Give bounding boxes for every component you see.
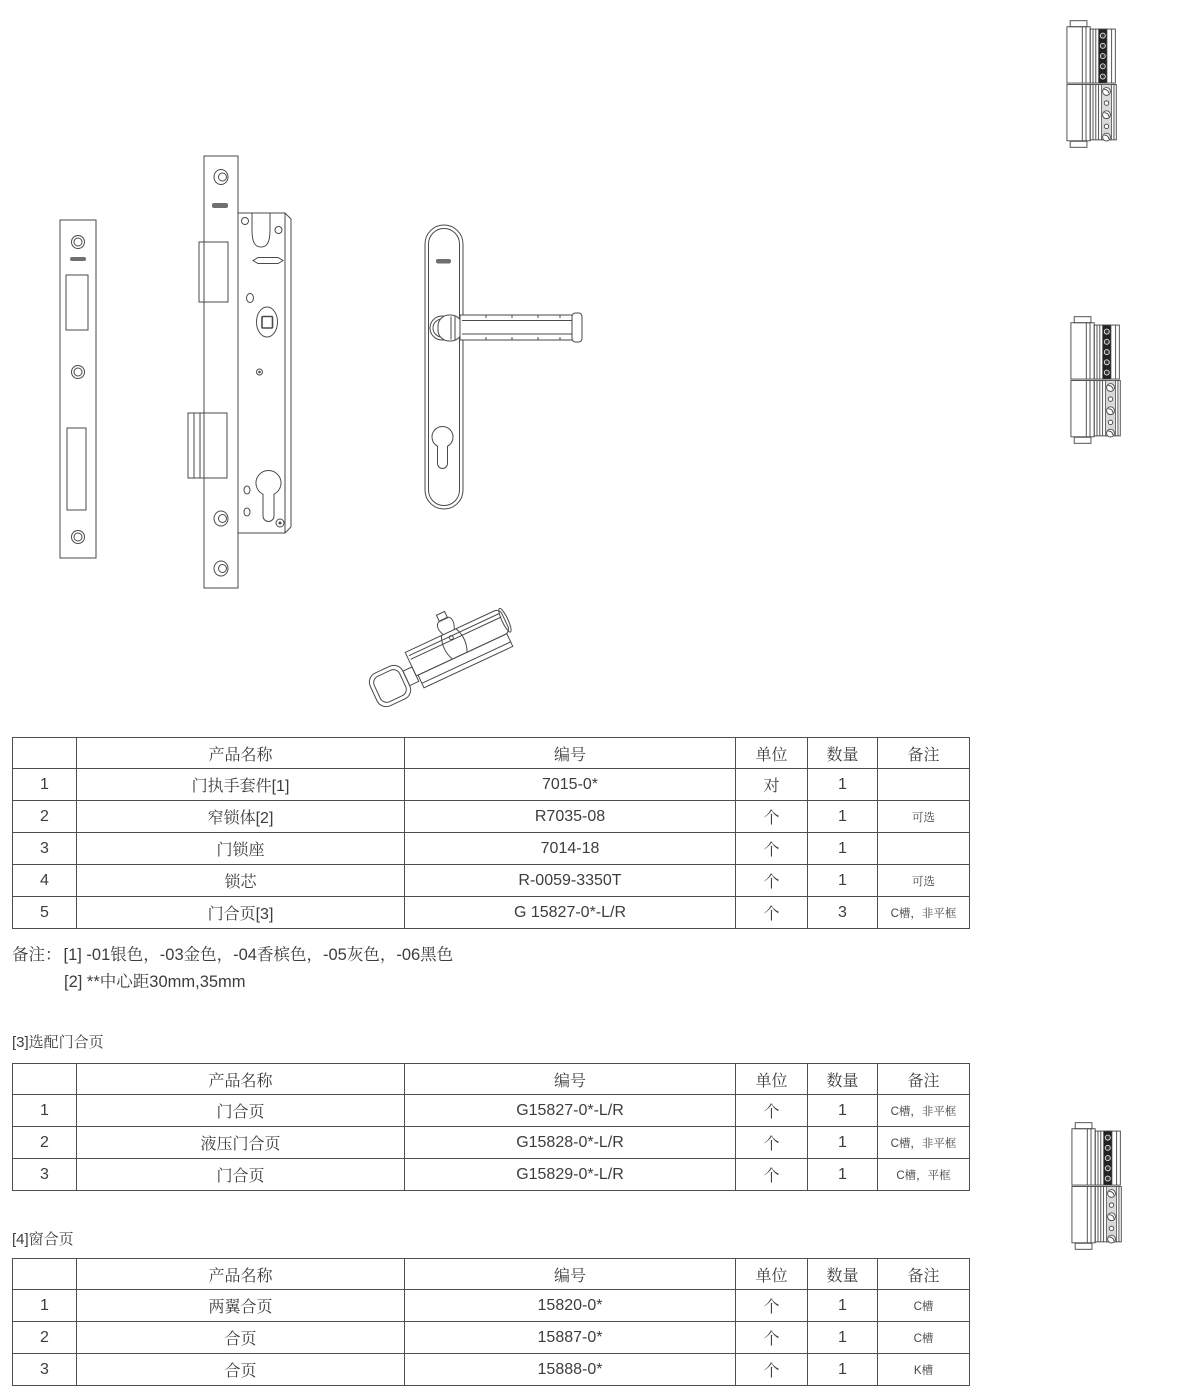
product-name-cell: 两翼合页: [77, 1290, 405, 1322]
table-row: [13, 1159, 970, 1191]
lock-cylinder-drawing: [362, 598, 532, 718]
door-hinge-drawing-top: [1066, 16, 1120, 152]
parts-table-door-hinges: [12, 1063, 970, 1191]
table-row: [13, 1127, 970, 1159]
column-header: 单位: [736, 738, 808, 769]
column-header: [13, 738, 77, 769]
brand-mark: [436, 259, 451, 264]
product-name-cell: 门锁座: [77, 833, 405, 865]
remark-cell: [878, 769, 970, 801]
column-header: 产品名称: [77, 1064, 405, 1095]
column-header: 数量: [808, 1259, 878, 1290]
row-index: 3: [13, 1354, 77, 1386]
table-row: [13, 1095, 970, 1127]
quantity-cell: 1: [808, 1290, 878, 1322]
notes-label: 备注：: [12, 946, 62, 964]
column-header: 单位: [736, 1259, 808, 1290]
column-header: 数量: [808, 738, 878, 769]
product-name-cell: 门合页[3]: [77, 897, 405, 929]
parts-table-window-hinges: [12, 1258, 970, 1386]
remark-cell: 可选: [878, 801, 970, 833]
product-code-cell: 15887-0*: [405, 1322, 736, 1354]
row-index: 3: [13, 1159, 77, 1191]
header-row: [13, 1259, 970, 1290]
product-name-cell: 合页: [77, 1354, 405, 1386]
column-header: 产品名称: [77, 738, 405, 769]
product-code-cell: 15820-0*: [405, 1290, 736, 1322]
narrow-lock-body-drawing: [185, 150, 297, 595]
note-line: [12, 942, 453, 969]
note-text-1: [1] -01银色，-03金色，-04香槟色，-05灰色，-06黑色: [63, 946, 454, 964]
door-hinge-drawing-bottom: [1071, 1118, 1125, 1254]
brand-mark: [70, 257, 86, 261]
quantity-cell: 3: [808, 897, 878, 929]
column-header: [13, 1064, 77, 1095]
section-label-door-hinge-options: [3]选配门合页: [12, 1034, 104, 1051]
door-hinge-drawing-middle: [1070, 312, 1124, 448]
product-code-cell: G15828-0*-L/R: [405, 1127, 736, 1159]
quantity-cell: 1: [808, 865, 878, 897]
strike-plate-drawing: [58, 218, 100, 562]
product-name-cell: 合页: [77, 1322, 405, 1354]
remark-cell: C槽，非平框: [878, 1127, 970, 1159]
column-header: 编号: [405, 738, 736, 769]
remark-cell: C槽，非平框: [878, 1095, 970, 1127]
quantity-cell: 1: [808, 833, 878, 865]
parts-table-main: [12, 737, 970, 929]
column-header: 备注: [878, 1064, 970, 1095]
table-row: [13, 1354, 970, 1386]
row-index: 1: [13, 1290, 77, 1322]
remark-cell: C槽，平框: [878, 1159, 970, 1191]
unit-cell: 个: [736, 1290, 808, 1322]
product-name-cell: 锁芯: [77, 865, 405, 897]
row-index: 1: [13, 769, 77, 801]
table-row: [13, 1322, 970, 1354]
column-header: 编号: [405, 1064, 736, 1095]
unit-cell: 个: [736, 1127, 808, 1159]
unit-cell: 个: [736, 1322, 808, 1354]
product-name-cell: 门执手套件[1]: [77, 769, 405, 801]
table-row: [13, 769, 970, 801]
quantity-cell: 1: [808, 1159, 878, 1191]
quantity-cell: 1: [808, 1127, 878, 1159]
quantity-cell: 1: [808, 1095, 878, 1127]
unit-cell: 个: [736, 865, 808, 897]
table-row: [13, 801, 970, 833]
remark-cell: K槽: [878, 1354, 970, 1386]
product-name-cell: 液压门合页: [77, 1127, 405, 1159]
column-header: 产品名称: [77, 1259, 405, 1290]
remark-cell: C槽: [878, 1290, 970, 1322]
quantity-cell: 1: [808, 801, 878, 833]
product-name-cell: 门合页: [77, 1159, 405, 1191]
quantity-cell: 1: [808, 1354, 878, 1386]
remark-cell: C槽，非平框: [878, 897, 970, 929]
table-row: [13, 833, 970, 865]
product-code-cell: G15827-0*-L/R: [405, 1095, 736, 1127]
row-index: 1: [13, 1095, 77, 1127]
note-line: [12, 969, 453, 996]
product-code-cell: 7015-0*: [405, 769, 736, 801]
remark-cell: 可选: [878, 865, 970, 897]
notes-block: [12, 942, 453, 996]
remark-cell: C槽: [878, 1322, 970, 1354]
remark-cell: [878, 833, 970, 865]
product-code-cell: G15829-0*-L/R: [405, 1159, 736, 1191]
header-row: [13, 1064, 970, 1095]
unit-cell: 对: [736, 769, 808, 801]
unit-cell: 个: [736, 833, 808, 865]
unit-cell: 个: [736, 897, 808, 929]
column-header: 备注: [878, 738, 970, 769]
product-name-cell: 窄锁体[2]: [77, 801, 405, 833]
column-header: 单位: [736, 1064, 808, 1095]
unit-cell: 个: [736, 1354, 808, 1386]
unit-cell: 个: [736, 1159, 808, 1191]
column-header: [13, 1259, 77, 1290]
product-code-cell: R-0059-3350T: [405, 865, 736, 897]
table-row: [13, 1290, 970, 1322]
column-header: 数量: [808, 1064, 878, 1095]
column-header: 备注: [878, 1259, 970, 1290]
quantity-cell: 1: [808, 1322, 878, 1354]
unit-cell: 个: [736, 1095, 808, 1127]
quantity-cell: 1: [808, 769, 878, 801]
product-code-cell: R7035-08: [405, 801, 736, 833]
product-code-cell: 15888-0*: [405, 1354, 736, 1386]
note-text-2: [2] **中心距30mm,35mm: [64, 973, 246, 991]
brand-mark: [212, 203, 228, 208]
row-index: 2: [13, 801, 77, 833]
header-row: [13, 738, 970, 769]
table-row: [13, 897, 970, 929]
section-label-window-hinges: [4]窗合页: [12, 1231, 74, 1248]
column-header: 编号: [405, 1259, 736, 1290]
product-code-cell: 7014-18: [405, 833, 736, 865]
row-index: 2: [13, 1322, 77, 1354]
unit-cell: 个: [736, 801, 808, 833]
product-name-cell: 门合页: [77, 1095, 405, 1127]
row-index: 2: [13, 1127, 77, 1159]
row-index: 5: [13, 897, 77, 929]
door-handle-set-drawing: [420, 220, 598, 520]
product-code-cell: G 15827-0*-L/R: [405, 897, 736, 929]
row-index: 4: [13, 865, 77, 897]
table-row: [13, 865, 970, 897]
row-index: 3: [13, 833, 77, 865]
